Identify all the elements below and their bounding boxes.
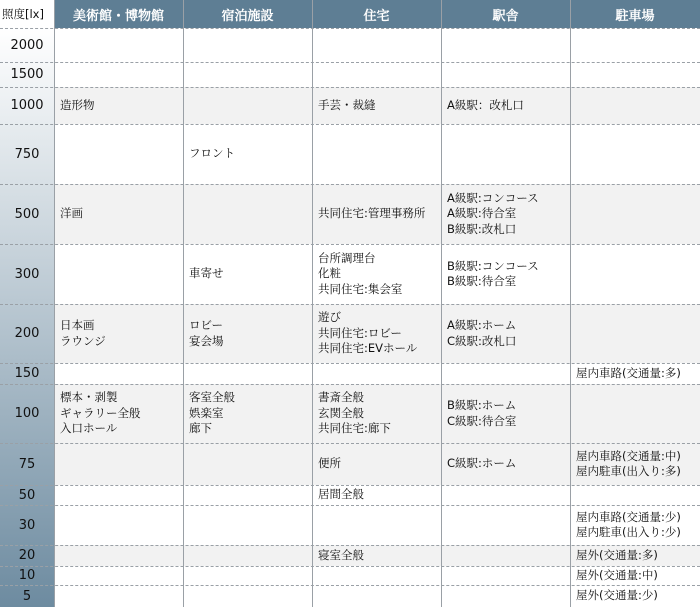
lux-value: 300 bbox=[0, 244, 54, 304]
table-cell: 車寄せ bbox=[189, 266, 224, 281]
table-cell bbox=[312, 585, 441, 607]
table-cell bbox=[441, 505, 570, 545]
row-divider bbox=[0, 585, 700, 586]
table-cell: 標本・剥製 ギャラリー全般 入口ホール bbox=[54, 384, 183, 443]
table-cell bbox=[570, 304, 700, 363]
row-divider bbox=[0, 87, 700, 88]
table-cell bbox=[183, 184, 312, 244]
lux-value: 10 bbox=[0, 566, 54, 585]
table-cell: 造形物 bbox=[54, 87, 183, 124]
table-cell bbox=[54, 566, 183, 585]
lux-value: 50 bbox=[0, 485, 54, 505]
lux-value: 75 bbox=[0, 443, 54, 485]
row-divider bbox=[0, 363, 700, 364]
table-cell: 日本画 ラウンジ bbox=[54, 304, 183, 363]
lux-value: 500 bbox=[0, 184, 54, 244]
lux-value: 1000 bbox=[0, 87, 54, 124]
table-cell bbox=[183, 505, 312, 545]
row-divider bbox=[0, 124, 700, 125]
table-cell bbox=[183, 566, 312, 585]
row-divider bbox=[0, 505, 700, 506]
table-cell bbox=[570, 384, 700, 443]
row-divider bbox=[0, 384, 700, 385]
row-divider bbox=[0, 443, 700, 444]
table-cell: A級駅:コンコース A級駅:待合室 B級駅:改札口 bbox=[441, 184, 570, 244]
lux-value: 5 bbox=[0, 585, 54, 607]
row-divider bbox=[0, 545, 700, 546]
table-cell bbox=[441, 566, 570, 585]
table-cell: 洋画 bbox=[54, 184, 183, 244]
table-cell: B級駅:コンコース B級駅:待合室 bbox=[447, 258, 539, 288]
table-cell bbox=[570, 87, 700, 124]
table-cell: 便所 bbox=[312, 443, 441, 485]
table-cell: 屋外(交通量:中) bbox=[576, 567, 658, 582]
table-cell bbox=[54, 443, 183, 485]
table-cell: 居間全般 bbox=[318, 487, 364, 502]
table-cell bbox=[54, 545, 183, 566]
table-cell bbox=[441, 62, 570, 87]
table-cell bbox=[441, 545, 570, 566]
table-cell bbox=[312, 566, 441, 585]
lux-value: 150 bbox=[0, 363, 54, 384]
table-cell bbox=[54, 485, 183, 505]
table-cell bbox=[54, 505, 183, 545]
table-cell: C級駅:ホーム bbox=[441, 443, 570, 485]
table-cell bbox=[312, 124, 441, 184]
table-cell: 屋内車路(交通量:中) 屋内駐車(出入り:多) bbox=[570, 443, 700, 485]
row-divider bbox=[0, 485, 700, 486]
table-cell bbox=[570, 62, 700, 87]
table-cell: A級駅：改札口 bbox=[441, 87, 570, 124]
table-cell bbox=[183, 545, 312, 566]
column-header: 宿泊施設 bbox=[183, 0, 312, 28]
table-cell bbox=[312, 62, 441, 87]
table-cell bbox=[54, 585, 183, 607]
table-cell: A級駅:ホーム C級駅:改札口 bbox=[441, 304, 570, 363]
table-cell: B級駅:ホーム C級駅:待合室 bbox=[441, 384, 570, 443]
lux-value: 30 bbox=[0, 505, 54, 545]
table-cell bbox=[54, 62, 183, 87]
table-cell bbox=[441, 485, 570, 505]
table-cell: 客室全般 娯楽室 廊下 bbox=[183, 384, 312, 443]
table-cell bbox=[183, 28, 312, 62]
lux-value: 2000 bbox=[0, 28, 54, 62]
table-cell bbox=[183, 87, 312, 124]
lux-value: 200 bbox=[0, 304, 54, 363]
column-header: 駐車場 bbox=[570, 0, 700, 28]
row-divider bbox=[0, 28, 700, 29]
lux-value: 20 bbox=[0, 545, 54, 566]
table-cell bbox=[183, 485, 312, 505]
lux-value: 750 bbox=[0, 124, 54, 184]
table-cell: 屋外(交通量:少) bbox=[576, 588, 658, 603]
lux-value: 100 bbox=[0, 384, 54, 443]
table-cell: 書斎全般 玄関全般 共同住宅:廊下 bbox=[312, 384, 441, 443]
column-header: 美術館・博物館 bbox=[54, 0, 183, 28]
table-cell: 共同住宅:管理事務所 bbox=[312, 184, 441, 244]
table-cell bbox=[570, 184, 700, 244]
table-cell bbox=[54, 244, 183, 304]
table-cell bbox=[54, 28, 183, 62]
row-divider bbox=[0, 62, 700, 63]
table-cell bbox=[441, 124, 570, 184]
table-cell bbox=[54, 363, 183, 384]
table-cell bbox=[441, 28, 570, 62]
corner-label: 照度[lx] bbox=[0, 0, 54, 28]
table-cell: 台所調理台 化粧 共同住宅:集会室 bbox=[318, 250, 403, 296]
table-cell: 屋内車路(交通量:少) 屋内駐車(出入り:少) bbox=[576, 509, 681, 539]
row-divider bbox=[0, 566, 700, 567]
table-cell bbox=[312, 505, 441, 545]
row-divider bbox=[0, 304, 700, 305]
row-divider bbox=[0, 184, 700, 185]
table-cell bbox=[441, 363, 570, 384]
column-header: 駅舎 bbox=[441, 0, 570, 28]
table-cell bbox=[441, 585, 570, 607]
table-cell bbox=[570, 124, 700, 184]
table-cell bbox=[570, 485, 700, 505]
table-cell bbox=[312, 28, 441, 62]
lux-value: 1500 bbox=[0, 62, 54, 87]
table-cell bbox=[54, 124, 183, 184]
column-header: 住宅 bbox=[312, 0, 441, 28]
table-cell bbox=[183, 585, 312, 607]
table-cell: 手芸・裁縫 bbox=[312, 87, 441, 124]
table-cell bbox=[183, 443, 312, 485]
table-cell: フロント bbox=[189, 146, 235, 161]
table-cell bbox=[570, 244, 700, 304]
table-cell: 遊び 共同住宅:ロビー 共同住宅:EVホール bbox=[312, 304, 441, 363]
table-cell: 屋外(交通量:多) bbox=[570, 545, 700, 566]
table-cell bbox=[183, 363, 312, 384]
table-cell bbox=[183, 62, 312, 87]
table-cell bbox=[570, 28, 700, 62]
row-divider bbox=[0, 244, 700, 245]
table-cell: ロビー 宴会場 bbox=[183, 304, 312, 363]
table-cell: 屋内車路(交通量:多) bbox=[576, 365, 681, 380]
table-cell bbox=[312, 363, 441, 384]
table-cell: 寝室全般 bbox=[312, 545, 441, 566]
